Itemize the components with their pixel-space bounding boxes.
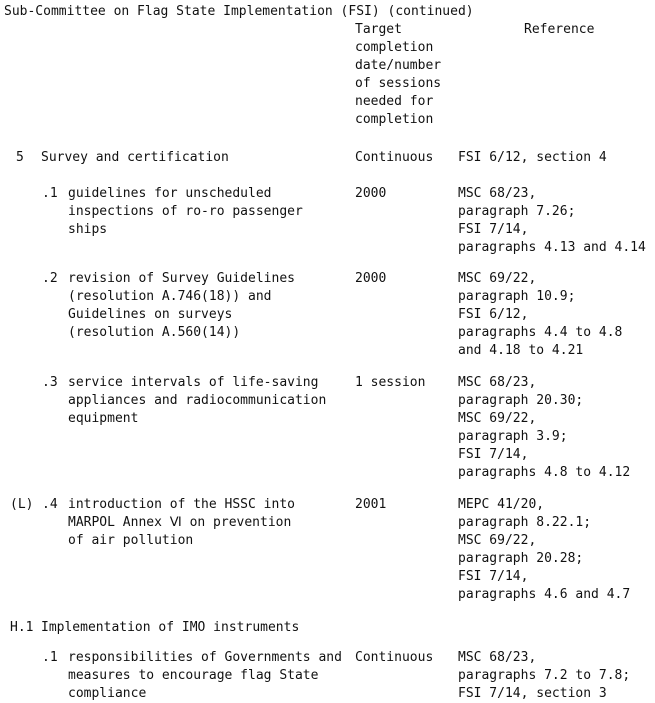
item-subject: guidelines for unscheduled inspections of ro-ro passenger ships (68, 186, 303, 237)
item-number: .2 (42, 271, 58, 286)
item-reference: MSC 69/22, paragraph 10.9; FSI 6/12, paragraphs 4.4 to 4.8 and 4.18 to 4.21 (458, 271, 623, 358)
item-subject: Survey and certification (41, 150, 229, 165)
section-number: H.1 (10, 620, 34, 635)
item-target: 2000 (355, 271, 387, 286)
item-subject: service intervals of life-saving appliances and radiocommunication equipment (68, 375, 327, 426)
item-subject: revision of Survey Guidelines (resolution A.746(18)) and Guidelines on surveys (resolution A.560(14)) (68, 271, 295, 340)
item-number: .1 (42, 650, 58, 665)
item-reference: MSC 68/23, paragraph 7.26; FSI 7/14, paragraphs 4.13 and 4.14 (458, 186, 646, 255)
item-target: 1 session (355, 375, 426, 390)
column-header-target: Target completion date/number of sessions needed for completion (355, 22, 442, 127)
item-target: Continuous (355, 150, 434, 165)
item-number: 5 (16, 150, 24, 165)
page-title: Sub-Committee on Flag State Implementation (FSI) (continued) (4, 4, 474, 19)
item-number: .1 (42, 186, 58, 201)
item-target: 2000 (355, 186, 387, 201)
column-header-reference: Reference (524, 22, 595, 37)
item-reference: MEPC 41/20, paragraph 8.22.1; MSC 69/22, paragraph 20.28; FSI 7/14, paragraphs 4.6 and 4.7 (458, 497, 631, 602)
item-reference: FSI 6/12, section 4 (458, 150, 607, 165)
item-number: .3 (42, 375, 58, 390)
item-subject: introduction of the HSSC into MARPOL Annex Ⅵ on prevention of air pollution (68, 497, 295, 548)
item-target: Continuous (355, 650, 434, 665)
item-marker: (L) (10, 497, 34, 512)
item-reference: MSC 68/23, paragraphs 7.2 to 7.8; FSI 7/14, section 3 (458, 650, 631, 701)
item-number: .4 (42, 497, 58, 512)
item-subject: responsibilities of Governments and measures to encourage flag State compliance (68, 650, 342, 701)
section-subject: Implementation of IMO instruments (41, 620, 300, 635)
item-reference: MSC 68/23, paragraph 20.30; MSC 69/22, paragraph 3.9; FSI 7/14, paragraphs 4.8 to 4.12 (458, 375, 631, 480)
item-target: 2001 (355, 497, 387, 512)
